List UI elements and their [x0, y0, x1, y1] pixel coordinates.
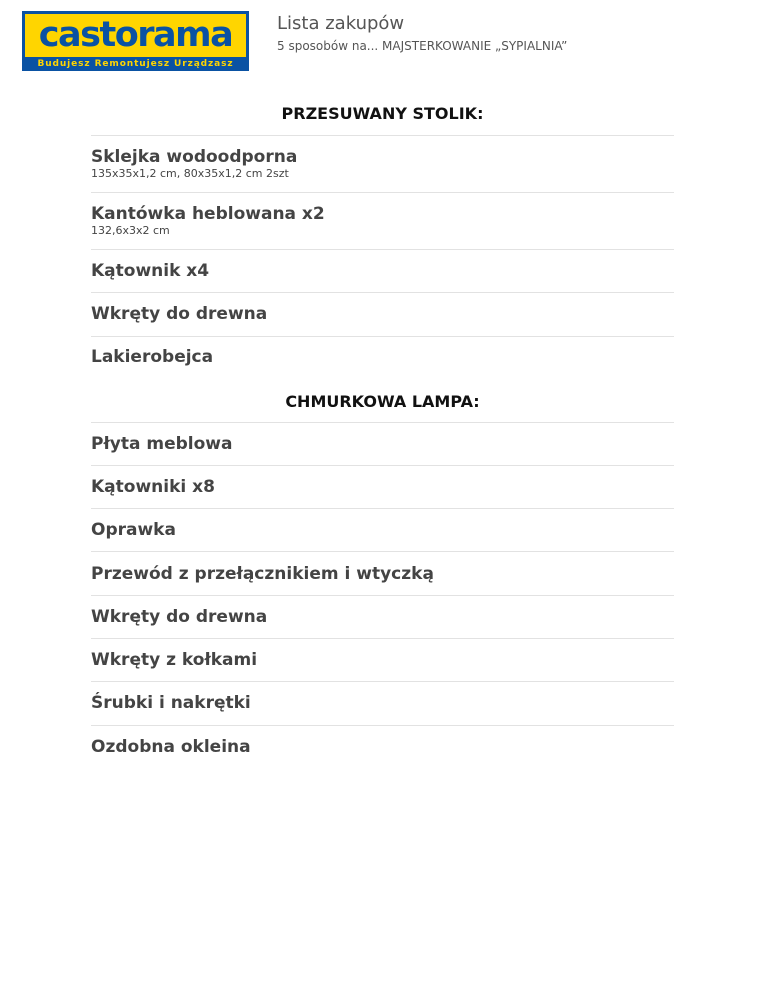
list-item-name: Ozdobna okleina [91, 737, 251, 757]
list-item-detail: 135x35x1,2 cm, 80x35x1,2 cm 2szt [91, 167, 289, 180]
page-subtitle: 5 sposobów na... MAJSTERKOWANIE „SYPIALNIA” [277, 39, 568, 53]
divider [91, 336, 674, 337]
list-item-name: Kątowniki x8 [91, 477, 215, 497]
list-item-name: Oprawka [91, 520, 176, 540]
divider [91, 681, 674, 682]
list-item-name: Płyta meblowa [91, 434, 233, 454]
logo-wordmark-panel [25, 14, 246, 57]
divider [91, 292, 674, 293]
section-title-lampa: CHMURKOWA LAMPA: [285, 392, 480, 411]
divider [91, 551, 674, 552]
list-item-name: Kantówka heblowana x2 [91, 204, 325, 224]
divider [91, 192, 674, 193]
divider [91, 508, 674, 509]
logo-tagline: Budujesz Remontujesz Urządzasz [37, 59, 234, 69]
divider [91, 135, 674, 136]
divider [91, 638, 674, 639]
page-title: Lista zakupów [277, 13, 405, 34]
castorama-logo [22, 11, 249, 71]
divider [91, 249, 674, 250]
list-item-name: Wkręty do drewna [91, 607, 268, 627]
list-item-name: Śrubki i nakrętki [91, 693, 251, 713]
list-item-detail: 132,6x3x2 cm [91, 224, 170, 237]
logo-wordmark: castorama [38, 15, 233, 55]
list-item-name: Sklejka wodoodporna [91, 147, 298, 167]
divider [91, 422, 674, 423]
list-item-name: Wkręty z kołkami [91, 650, 258, 670]
divider [91, 725, 674, 726]
divider [91, 595, 674, 596]
list-item-name: Przewód z przełącznikiem i wtyczką [91, 564, 434, 584]
list-item-name: Lakierobejca [91, 347, 214, 367]
list-item-name: Kątownik x4 [91, 261, 210, 281]
divider [91, 465, 674, 466]
section-title-stolik: PRZESUWANY STOLIK: [281, 104, 484, 123]
list-item-name: Wkręty do drewna [91, 304, 268, 324]
